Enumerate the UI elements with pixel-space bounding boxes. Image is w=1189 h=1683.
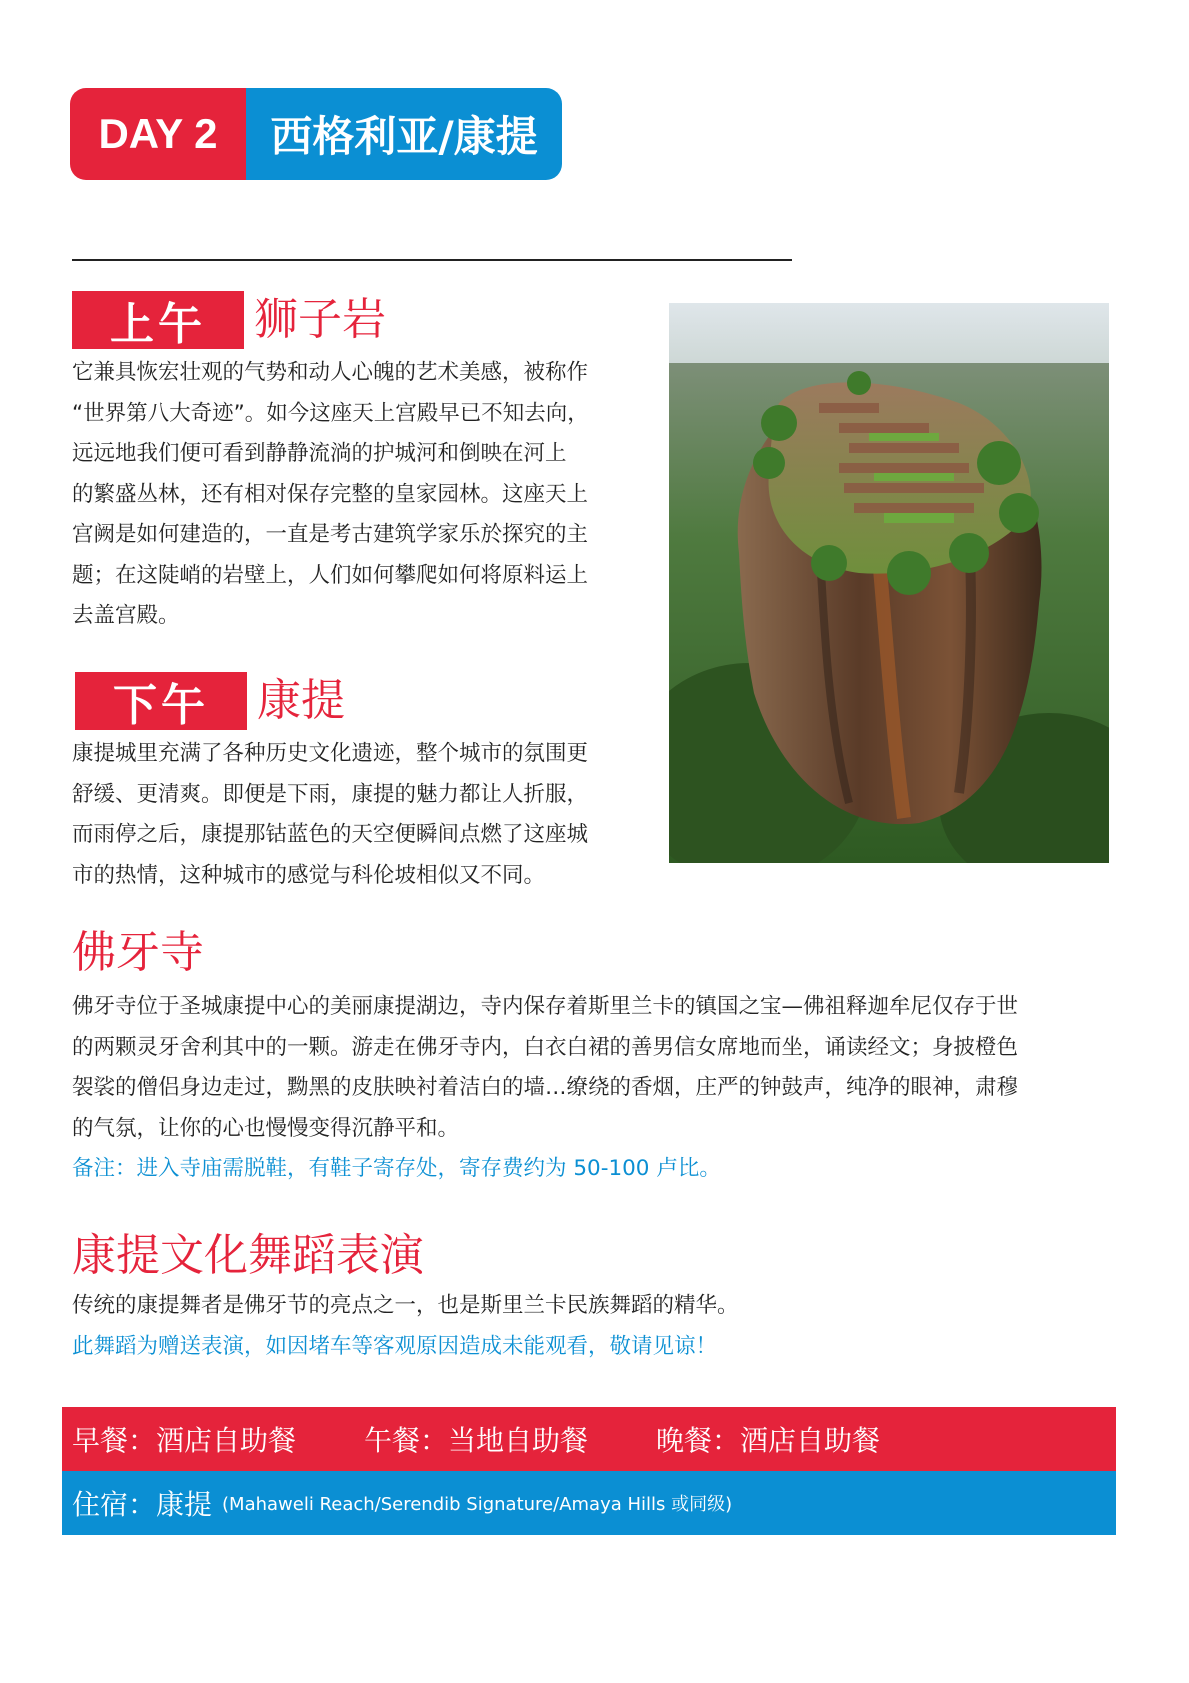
day-destination: 西格利亚/康提 [246,88,562,180]
morning-time-tag: 上午 [72,291,244,349]
text-line: “世界第八大奇迹”。如今这座天上宫殿早已不知去向， [72,400,589,426]
morning-description [72,353,662,637]
text-line: 康提城里充满了各种历史文化遗迹，整个城市的氛围更 [72,741,589,766]
text-line: 而雨停之后，康提那钴蓝色的天空便瞬间点燃了这座城 [72,822,589,847]
text-line: 宫阙是如何建造的，一直是考古建筑学家乐於探究的主 [72,522,589,547]
text-line: 去盖宫殿。 [72,603,180,628]
text-line: 佛牙寺位于圣城康提中心的美丽康提湖边，寺内保存着斯里兰卡的镇国之宝—佛祖释迦牟尼仅存于世 [72,994,1019,1019]
text-line: 市的热情，这种城市的感觉与科伦坡相似又不同。 [72,862,546,888]
hotel-detail: (Mahaweli Reach/Serendib Signature/Amaya Hills 或同级) [222,1494,733,1515]
day-label: DAY 2 [70,88,246,180]
meals-bar [62,1407,1116,1471]
dance-note: 此舞蹈为赠送表演，如因堵车等客观原因造成未能观看，敬请见谅！ [72,1333,718,1359]
temple-note: 备注：进入寺庙需脱鞋，有鞋子寄存处，寄存费约为 50-100 卢比。 [72,1156,721,1181]
morning-section [72,291,662,637]
sigiriya-rock-photo [669,303,1109,863]
divider [72,259,792,261]
afternoon-heading [75,672,662,730]
temple-description [72,987,1112,1149]
morning-place: 狮子岩 [254,294,386,345]
text-line: 它兼具恢宏壮观的气势和动人心魄的艺术美感，被称作 [72,360,589,385]
dance-title: 康提文化舞蹈表演 [72,1230,424,1281]
dinner-info: 晚餐：酒店自助餐 [656,1424,881,1457]
text-line: 的繁盛丛林，还有相对保存完整的皇家园林。这座天上 [72,481,589,507]
dance-description: 传统的康提舞者是佛牙节的亮点之一，也是斯里兰卡民族舞蹈的精华。 [72,1293,739,1318]
morning-heading [72,291,662,349]
hotel-bar [62,1471,1116,1535]
text-line: 的两颗灵牙舍利其中的一颗。游走在佛牙寺内，白衣白裙的善男信女席地而坐，诵读经文；身披橙色 [72,1034,1019,1060]
dance-section [72,1228,1112,1367]
hotel-label: 住宿：康提 [72,1488,213,1521]
text-line: 的气氛，让你的心也慢慢变得沉静平和。 [72,1115,460,1141]
lunch-info: 午餐：当地自助餐 [364,1424,589,1457]
breakfast-info: 早餐：酒店自助餐 [72,1424,297,1457]
afternoon-description [72,734,662,896]
afternoon-section [72,672,662,896]
temple-section [72,925,1112,1189]
text-line: 题；在这陡峭的岩壁上，人们如何攀爬如何将原料运上 [72,562,589,588]
temple-title: 佛牙寺 [72,927,204,978]
day-badge [70,88,562,180]
text-line: 远远地我们便可看到静静流淌的护城河和倒映在河上 [72,441,567,466]
afternoon-place: 康提 [257,675,345,726]
text-line: 袈裟的僧侣身边走过，黝黑的皮肤映衬着洁白的墙…缭绕的香烟，庄严的钟鼓声，纯净的眼神，肃穆 [72,1075,1019,1100]
afternoon-time-tag: 下午 [75,672,247,730]
text-line: 舒缓、更清爽。即便是下雨，康提的魅力都让人折服， [72,781,589,807]
